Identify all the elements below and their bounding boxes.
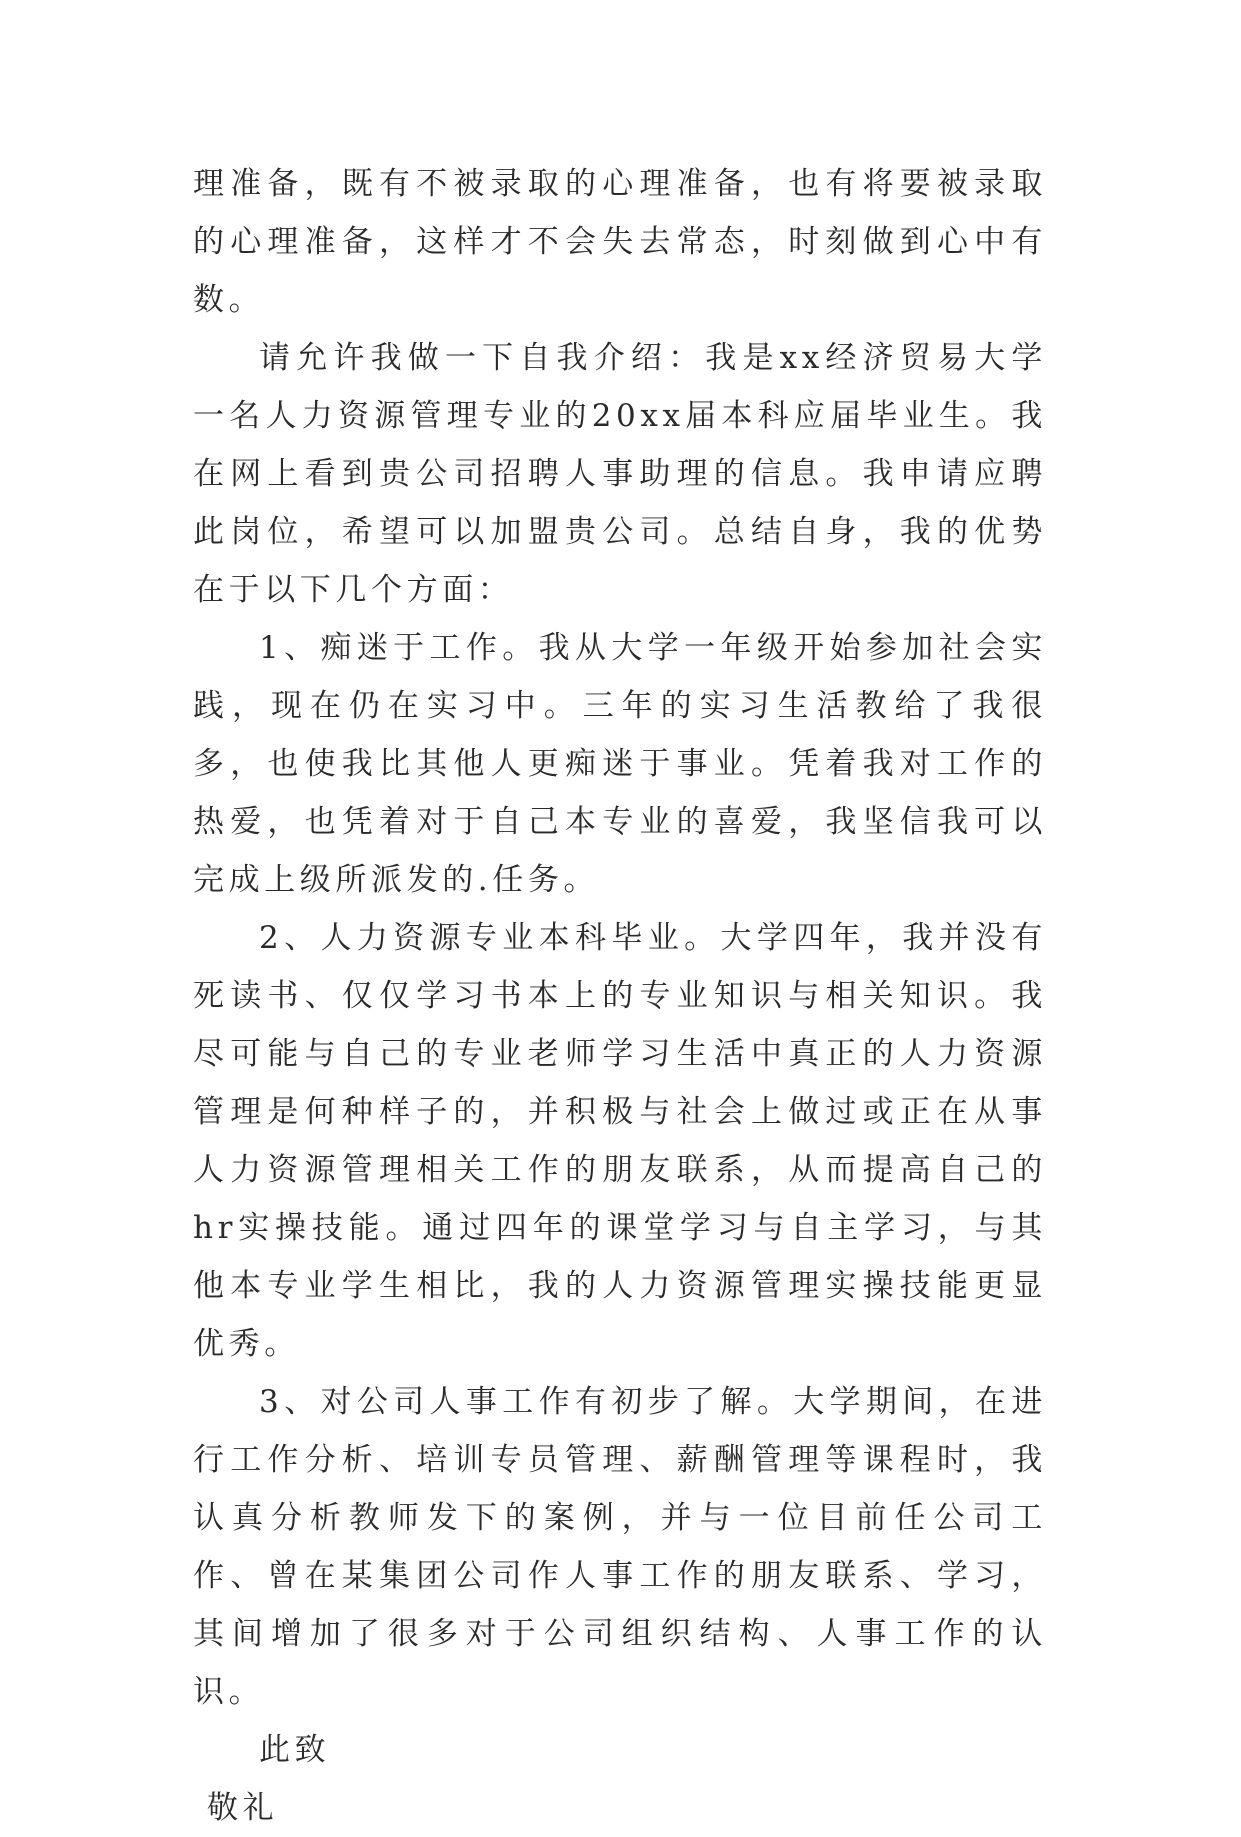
salutation: 敬礼 <box>207 1790 279 1826</box>
paragraph-continuation: 理准备，既有不被录取的心理准备，也有将要被录取的心理准备，这样才不会失去常态，时刻做到心中有数。 <box>193 166 1047 318</box>
paragraph-self-introduction: 请允许我做一下自我介绍：我是xx经济贸易大学一名人力资源管理专业的20xx届本科应届毕业生。我在网上看到贵公司招聘人事助理的信息。我申请应聘此岗位，希望可以加盟贵公司。总结自身，我的优势在于以下几个方面： <box>193 340 1047 608</box>
paragraph-advantage-1: 1、痴迷于工作。我从大学一年级开始参加社会实践，现在仍在实习中。三年的实习生活教给了我很多，也使我比其他人更痴迷于事业。凭着我对工作的热爱，也凭着对于自己本专业的喜爱，我坚信我可以完成上级所派发的.任务。 <box>193 630 1047 898</box>
paragraph-advantage-2: 2、人力资源专业本科毕业。大学四年，我并没有死读书、仅仅学习书本上的专业知识与相关知识。我尽可能与自己的专业老师学习生活中真正的人力资源管理是何种样子的，并积极与社会上做过或正在从事人力资源管理相关工作的朋友联系，从而提高自己的hr实操技能。通过四年的课堂学习与自主学习，与其他本专业学生相比，我的人力资源管理实操技能更显优秀。 <box>193 920 1047 1362</box>
letter-body <box>193 155 1047 1837</box>
closing-phrase: 此致 <box>259 1732 331 1768</box>
paragraph-advantage-3: 3、对公司人事工作有初步了解。大学期间，在进行工作分析、培训专员管理、薪酬管理等课程时，我认真分析教师发下的案例，并与一位目前任公司工作、曾在某集团公司作人事工作的朋友联系、学习，其间增加了很多对于公司组织结构、人事工作的认识。 <box>193 1384 1047 1710</box>
